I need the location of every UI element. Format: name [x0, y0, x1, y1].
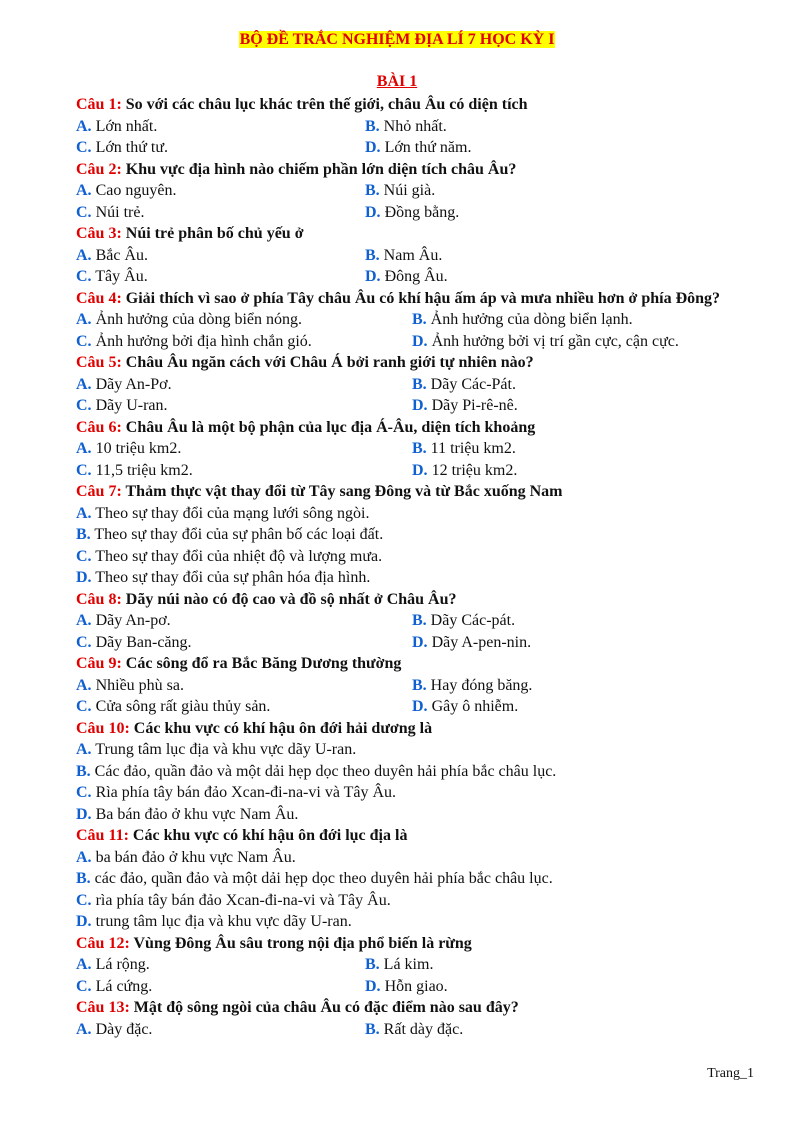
answer-option [76, 954, 365, 976]
option-text: Tây Âu. [95, 268, 148, 285]
option-letter: C. [76, 461, 92, 479]
option-text: Hay đóng băng. [430, 676, 533, 694]
option-text: Núi trẻ. [95, 203, 145, 221]
option-text: Dãy A-pen-nin. [431, 633, 532, 651]
option-letter: D. [412, 461, 428, 479]
option-text: Núi già. [383, 182, 436, 199]
answer-option [412, 438, 516, 460]
option-text: rìa phía tây bán đảo Xcan-đi-na-vi và Tây Âu. [95, 891, 391, 909]
option-text: Cửa sông rất giàu thủy sản. [95, 698, 271, 715]
option-letter: A. [76, 375, 92, 393]
answer-option [76, 438, 412, 460]
option-letter: B. [412, 375, 427, 393]
option-letter: B. [76, 762, 91, 780]
option-text: Lớn nhất. [95, 117, 158, 135]
answer-option [365, 116, 447, 138]
question-stem [76, 223, 756, 245]
option-letter: B. [365, 182, 380, 199]
option-letter: B. [412, 676, 427, 694]
answer-option [76, 868, 756, 890]
question-stem [76, 933, 756, 955]
option-letter: B. [365, 246, 380, 264]
answer-option [76, 503, 756, 525]
option-text: Dãy Ban-căng. [95, 633, 192, 651]
option-letter: D. [412, 332, 428, 350]
option-letter: C. [76, 268, 92, 285]
option-letter: B. [412, 311, 427, 328]
question-number: Câu 10: [76, 719, 130, 737]
lesson-heading: BÀI 1 [376, 73, 418, 90]
option-text: Lá kim. [383, 956, 434, 973]
option-text: 11 triệu km2. [430, 440, 516, 457]
option-text: Gây ô nhiễm. [431, 698, 519, 715]
option-text: Đông Âu. [384, 268, 448, 285]
option-letter: A. [76, 504, 92, 522]
options-row [76, 1019, 756, 1041]
question-text: Khu vực địa hình nào chiếm phần lớn diện tích châu Âu? [125, 160, 517, 178]
question-number: Câu 12: [76, 934, 130, 952]
option-letter: D. [365, 139, 381, 156]
answer-option [76, 266, 365, 288]
question-text: Châu Âu là một bộ phận của lục địa Á-Âu, diện tích khoảng [125, 418, 536, 436]
question-number: Câu 4: [76, 289, 122, 307]
question-list [76, 94, 756, 1040]
option-text: Theo sự thay đổi của nhiệt độ và lượng mưa. [95, 547, 383, 565]
options-row [76, 180, 756, 202]
answer-option [76, 847, 756, 869]
option-letter: A. [76, 246, 92, 264]
options-row [76, 374, 756, 396]
answer-option [412, 331, 679, 353]
answer-option [76, 116, 365, 138]
option-letter: B. [365, 956, 380, 973]
option-letter: A. [76, 956, 92, 973]
options-row [76, 460, 756, 482]
answer-option [76, 137, 365, 159]
options-row [76, 632, 756, 654]
answer-option [76, 911, 756, 933]
option-letter: D. [76, 913, 92, 930]
answer-option [76, 804, 756, 826]
option-letter: A. [76, 117, 92, 135]
answer-option [76, 739, 756, 761]
option-letter: D. [412, 698, 428, 715]
options-row [76, 245, 756, 267]
option-letter: C. [76, 698, 92, 715]
option-text: các đảo, quần đảo và một dải hẹp dọc theo duyên hải phía bắc châu lục. [94, 870, 553, 887]
option-text: Ảnh hưởng của dòng biển lạnh. [430, 311, 633, 328]
question-text: Vùng Đông Âu sâu trong nội địa phổ biến là rừng [133, 934, 472, 952]
option-text: Ảnh hưởng của dòng biển nóng. [95, 311, 302, 328]
question-number: Câu 1: [76, 96, 122, 113]
answer-option [76, 331, 412, 353]
option-text: trung tâm lục địa và khu vực dãy U-ran. [95, 913, 352, 930]
answer-option [76, 761, 756, 783]
question-stem [76, 417, 756, 439]
option-letter: B. [412, 612, 427, 629]
answer-option [365, 266, 448, 288]
document-title: BỘ ĐỀ TRẮC NGHIỆM ĐỊA LÍ 7 HỌC KỲ I [239, 31, 555, 48]
question-stem [76, 94, 756, 116]
answer-option [76, 1019, 365, 1041]
answer-option [76, 374, 412, 396]
option-text: Dãy Pi-rê-nê. [431, 397, 518, 414]
answer-option [76, 632, 412, 654]
option-letter: A. [76, 182, 92, 199]
option-letter: D. [412, 397, 428, 414]
question-stem [76, 288, 756, 310]
answer-option [76, 180, 365, 202]
answer-option [76, 696, 412, 718]
option-text: Ba bán đảo ở khu vực Nam Âu. [95, 805, 299, 823]
option-text: Lớn thứ tư. [95, 139, 169, 156]
option-letter: D. [365, 268, 381, 285]
question-number: Câu 9: [76, 655, 122, 672]
option-letter: C. [76, 547, 92, 565]
options-row [76, 331, 756, 353]
answer-option [365, 954, 433, 976]
option-letter: B. [76, 526, 91, 543]
option-letter: C. [76, 139, 92, 156]
option-text: Nam Âu. [383, 246, 443, 264]
option-text: Cao nguyên. [95, 182, 177, 199]
answer-option [76, 460, 412, 482]
option-text: Nhỏ nhất. [383, 117, 447, 135]
option-text: Lớn thứ năm. [384, 139, 472, 156]
option-text: Ảnh hưởng bởi địa hình chắn gió. [95, 332, 312, 350]
answer-option [365, 1019, 463, 1041]
answer-option [76, 567, 756, 589]
option-letter: C. [76, 977, 92, 995]
option-text: Dày đặc. [95, 1020, 153, 1038]
option-text: Bắc Âu. [95, 246, 148, 264]
option-letter: B. [412, 440, 427, 457]
option-letter: D. [76, 569, 92, 586]
options-row [76, 696, 756, 718]
page-number: Trang_1 [707, 1066, 754, 1081]
option-letter: D. [365, 203, 381, 221]
answer-option [412, 632, 531, 654]
option-text: Theo sự thay đổi của mạng lưới sông ngòi. [95, 504, 370, 522]
options-row [76, 266, 756, 288]
options-row [76, 309, 756, 331]
question-stem [76, 653, 756, 675]
option-text: Theo sự thay đổi của sự phân bố các loại đất. [94, 526, 384, 543]
option-text: Lá cứng. [95, 977, 153, 995]
option-letter: B. [365, 1020, 380, 1038]
answer-option [76, 202, 365, 224]
option-letter: B. [365, 117, 380, 135]
option-letter: C. [76, 332, 92, 350]
answer-option [412, 610, 515, 632]
answer-option [76, 782, 756, 804]
option-text: 11,5 triệu km2. [95, 461, 193, 479]
option-text: Theo sự thay đổi của sự phân hóa địa hình. [95, 569, 371, 586]
option-text: 12 triệu km2. [431, 461, 518, 479]
option-text: Rất dày đặc. [383, 1020, 464, 1038]
option-text: Rìa phía tây bán đảo Xcan-đi-na-vi và Tây Âu. [95, 784, 397, 801]
option-text: Các đảo, quần đảo và một dải hẹp dọc theo duyên hải phía bắc châu lục. [94, 762, 557, 780]
option-letter: C. [76, 891, 92, 909]
option-text: ba bán đảo ở khu vực Nam Âu. [95, 848, 296, 866]
options-row [76, 137, 756, 159]
question-number: Câu 3: [76, 225, 122, 242]
question-number: Câu 8: [76, 590, 122, 608]
option-text: Hỗn giao. [384, 977, 448, 995]
answer-option [412, 395, 518, 417]
option-letter: A. [76, 1020, 92, 1038]
question-number: Câu 5: [76, 354, 122, 371]
option-text: Dãy An-pơ. [95, 612, 171, 629]
option-letter: A. [76, 612, 92, 629]
option-letter: B. [76, 870, 91, 887]
option-text: Dãy An-Pơ. [95, 375, 172, 393]
question-stem [76, 718, 756, 740]
answer-option [365, 245, 442, 267]
answer-option [76, 890, 756, 912]
option-letter: A. [76, 676, 92, 694]
answer-option [412, 374, 516, 396]
option-text: Nhiều phù sa. [95, 676, 184, 694]
question-text: Các khu vực có khí hậu ôn đới hải dương là [133, 719, 433, 737]
question-text: Thảm thực vật thay đổi từ Tây sang Đông và từ Bắc xuống Nam [125, 483, 563, 500]
option-text: 10 triệu km2. [95, 440, 182, 457]
answer-option [76, 309, 412, 331]
option-text: Dãy U-ran. [95, 397, 168, 414]
option-text: Lá rộng. [95, 956, 150, 973]
question-stem [76, 481, 756, 503]
option-text: Dãy Các-Pát. [430, 375, 516, 393]
question-stem [76, 352, 756, 374]
option-letter: A. [76, 848, 92, 866]
option-letter: C. [76, 203, 92, 221]
answer-option [76, 245, 365, 267]
option-letter: C. [76, 397, 92, 414]
question-text: Dãy núi nào có độ cao và đồ sộ nhất ở Châu Âu? [125, 590, 457, 608]
options-row [76, 610, 756, 632]
question-text: Núi trẻ phân bố chủ yếu ở [125, 225, 304, 242]
option-letter: D. [365, 977, 381, 995]
question-stem [76, 159, 756, 181]
answer-option [76, 976, 365, 998]
option-letter: A. [76, 440, 92, 457]
question-text: So với các châu lục khác trên thế giới, châu Âu có diện tích [125, 96, 528, 113]
option-letter: A. [76, 741, 92, 758]
question-stem [76, 589, 756, 611]
question-stem [76, 825, 756, 847]
question-text: Các khu vực có khí hậu ôn đới lục địa là [132, 827, 408, 844]
question-number: Câu 13: [76, 999, 130, 1016]
question-text: Giải thích vì sao ở phía Tây châu Âu có khí hậu ấm áp và mưa nhiều hơn ở phía Đông? [125, 289, 721, 307]
option-letter: D. [412, 633, 428, 651]
answer-option [412, 696, 518, 718]
answer-option [365, 180, 435, 202]
options-row [76, 438, 756, 460]
question-text: Các sông đổ ra Bắc Băng Dương thường [125, 655, 402, 672]
question-text: Mật độ sông ngòi của châu Âu có đặc điểm nào sau đây? [133, 999, 519, 1016]
option-letter: A. [76, 311, 92, 328]
option-letter: C. [76, 633, 92, 651]
question-number: Câu 6: [76, 418, 122, 436]
answer-option [76, 675, 412, 697]
answer-option [412, 675, 532, 697]
option-text: Ảnh hưởng bởi vị trí gần cực, cận cực. [431, 332, 679, 350]
question-number: Câu 7: [76, 483, 122, 500]
option-text: Dãy Các-pát. [430, 612, 516, 629]
question-text: Châu Âu ngăn cách với Châu Á bởi ranh giới tự nhiên nào? [125, 354, 534, 371]
option-text: Trung tâm lục địa và khu vực dãy U-ran. [95, 741, 357, 758]
answer-option [76, 546, 756, 568]
option-text: Đồng bằng. [384, 203, 460, 221]
option-letter: C. [76, 784, 92, 801]
options-row [76, 116, 756, 138]
options-row [76, 675, 756, 697]
options-row [76, 976, 756, 998]
options-row [76, 202, 756, 224]
question-number: Câu 2: [76, 160, 122, 178]
answer-option [365, 202, 459, 224]
answer-option [365, 137, 471, 159]
options-row [76, 954, 756, 976]
option-letter: D. [76, 805, 92, 823]
answer-option [365, 976, 448, 998]
answer-option [76, 610, 412, 632]
answer-option [76, 395, 412, 417]
answer-option [412, 309, 633, 331]
answer-option [76, 524, 756, 546]
answer-option [412, 460, 517, 482]
options-row [76, 395, 756, 417]
question-number: Câu 11: [76, 827, 129, 844]
question-stem [76, 997, 756, 1019]
